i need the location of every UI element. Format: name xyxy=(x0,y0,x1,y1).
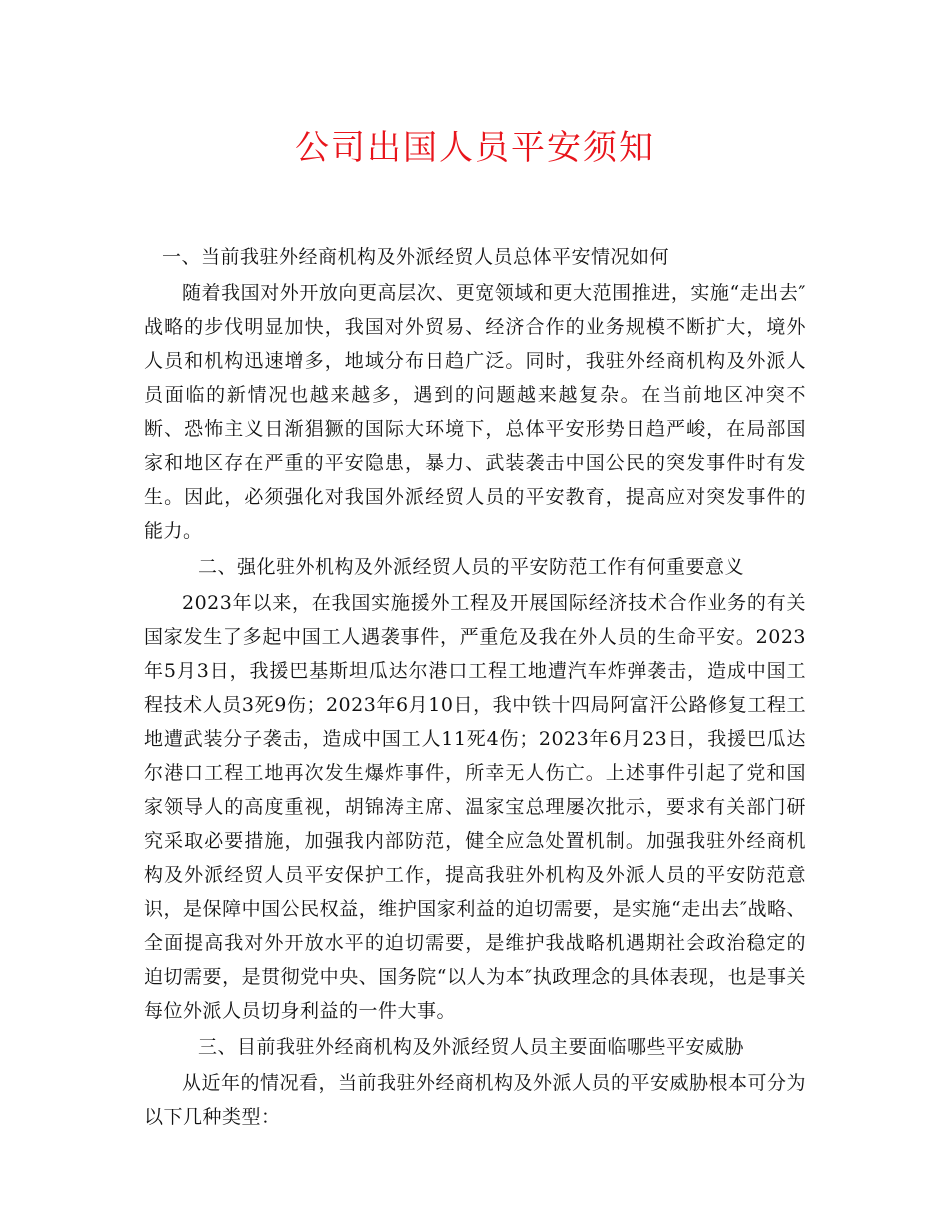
section-2-paragraph: 2023年以来，在我国实施援外工程及开展国际经济技术合作业务的有关国家发生了多起中国工人遇袭事件，严重危及我在外人员的生命平安。2023年5月3日，我援巴基斯坦瓜达尔港口工程工地遭汽车炸弹袭击，造成中国工程技术人员3死9伤；2023年6月10日，我中铁十四局阿富汗公路修复工程工地遭武装分子袭击，造成中国工人11死4伤；2023年6月23日，我援巴瓜达尔港口工程工地再次发生爆炸事件，所幸无人伤亡。上述事件引起了党和国家领导人的高度重视，胡锦涛主席、温家宝总理屡次批示，要求有关部门研究采取必要措施，加强我内部防范，健全应急处置机制。加强我驻外经商机构及外派经贸人员平安保护工作，提高我驻外机构及外派人员的平安防范意识，是保障中国公民权益，维护国家利益的迫切需要，是实施“走出去″战略、全面提高我对外开放水平的迫切需要，是维护我战略机遇期社会政治稳定的迫切需要，是贯彻党中央、国务院“以人为本″执政理念的具体表现，也是事关每位外派人员切身利益的一件大事。 xyxy=(144,592,806,1022)
document-title: 公司出国人员平安须知 xyxy=(295,128,655,168)
section-1-heading: 一、当前我驻外经商机构及外派经贸人员总体平安情况如何 xyxy=(162,246,670,268)
section-1-paragraph: 随着我国对外开放向更高层次、更宽领域和更大范围推进，实施“走出去″战略的步伐明显加快，我国对外贸易、经济合作的业务规模不断扩大，境外人员和机构迅速增多，地域分布日趋广泛。同时，我驻外经商机构及外派人员面临的新情况也越来越多，遇到的问题越来越复杂。在当前地区冲突不断、恐怖主义日渐猖獗的国际大环境下，总体平安形势日趋严峻，在局部国家和地区存在严重的平安隐患，暴力、武装袭击中国公民的突发事件时有发生。因此，必须强化对我国外派经贸人员的平安教育，提高应对突发事件的能力。 xyxy=(144,282,806,542)
section-3-heading: 三、目前我驻外经商机构及外派经贸人员主要面临哪些平安威胁 xyxy=(198,1036,745,1058)
section-3-paragraph: 从近年的情况看，当前我驻外经商机构及外派人员的平安威胁根本可分为以下几种类型： xyxy=(144,1072,807,1128)
document-body xyxy=(144,240,806,1134)
section-2-heading: 二、强化驻外机构及外派经贸人员的平安防范工作有何重要意义 xyxy=(198,556,745,578)
